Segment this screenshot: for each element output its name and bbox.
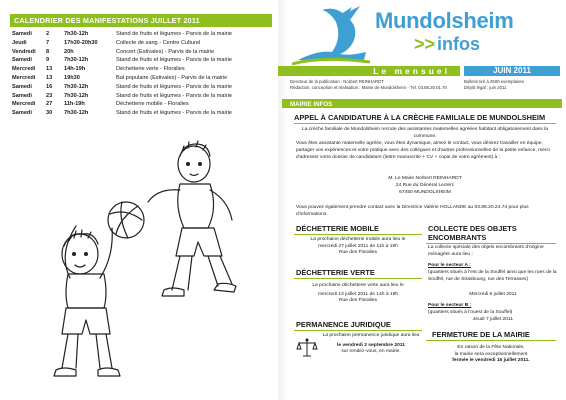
calendar-day: Mercredi xyxy=(12,74,36,81)
calendar-row xyxy=(12,56,274,65)
collecte-title-line-2: ENCOMBRANTS xyxy=(428,233,487,242)
calendar-title: CALENDRIER DES MANIFESTATIONS JUILLET 2011 xyxy=(14,16,200,25)
dechetterie-verte-text xyxy=(294,283,422,305)
appel-paragraph-4: Vous pouvez également prendre contact avec la Directrice Valérie HOLLANDE au 03.88.20.24.74 pour plus d'informations. xyxy=(296,205,529,217)
calendar-day: Vendredi xyxy=(12,48,36,55)
calendar-time: 17h30-20h30 xyxy=(64,39,98,46)
calendar-header xyxy=(10,14,272,27)
permanence-text xyxy=(318,333,424,356)
calendar-date: 16 xyxy=(46,83,53,90)
calendar-day: Samedi xyxy=(12,31,32,37)
appel-address xyxy=(296,176,554,196)
collecte-underline xyxy=(426,243,556,244)
permanence-underline xyxy=(294,330,422,331)
fermeture-line-1: En raison de la Fête Nationale, xyxy=(457,345,525,350)
scales-of-justice-icon xyxy=(296,337,318,359)
calendar-row xyxy=(12,109,274,118)
fermeture-title: FERMETURE DE LA MAIRIE xyxy=(432,330,530,339)
dechetterie-mobile-line-2: mercredi 27 juillet 2011 de 11h à 19h xyxy=(318,243,398,249)
calendar-time: 14h-19h xyxy=(64,66,86,73)
fermeture-line-3: fermée le vendredi 15 juillet 2011. xyxy=(452,358,530,364)
collecte-title-line-1: COLLECTE DES OBJETS xyxy=(428,224,517,233)
calendar-day: Mercredi xyxy=(12,66,36,73)
permanence-line-2: le vendredi 2 septembre 2011 xyxy=(337,342,405,348)
calendar-row xyxy=(12,92,274,101)
calendar-date: 2 xyxy=(46,31,50,37)
volleyball-drawing xyxy=(108,202,144,238)
masthead-title: Mundolsheim xyxy=(375,8,514,33)
credits-line-2: Rédaction, conception et réalisation : Mairie de Mundolsheim - Tél. 03.88.20.01.70 xyxy=(290,84,447,90)
calendar-event: Stand de fruits et légumes - Parvis de la mairie xyxy=(116,83,232,90)
fermeture-text xyxy=(426,345,556,365)
calendar-date: 13 xyxy=(46,74,53,81)
calendar-date: 30 xyxy=(46,110,53,117)
collecte-intro: La collecte spéciale des objets encombrants d'origine ménagère aura lieu : xyxy=(428,245,544,257)
appel-underline xyxy=(294,123,556,124)
dechetterie-verte-underline xyxy=(294,278,422,279)
fermeture-underline xyxy=(426,340,556,341)
calendar-day: Jeudi xyxy=(12,39,27,46)
children-ball-illustration xyxy=(8,134,272,396)
calendar-event: Concert (Estivales) - Parvis de la mairie xyxy=(116,48,215,55)
appel-address-line-1: M. Le Maire Norbert REINHARDT xyxy=(388,176,462,181)
masthead-arrows: >> xyxy=(414,34,436,54)
calendar-day: Samedi xyxy=(12,83,32,90)
mensuel-bar xyxy=(278,66,460,76)
calendar-row xyxy=(12,65,274,74)
appel-paragraph-1: La crèche familiale de Mundolsheim recrute des assistantes maternelles agréées habitant obligatoirement dans la commune. xyxy=(301,127,549,139)
calendar-date: 13 xyxy=(46,66,53,73)
masthead-infos: infos xyxy=(437,34,481,54)
calendar-row xyxy=(12,100,274,109)
appel-paragraph-2: Vous êtes assistante maternelle agréée, vous êtes dynamique, aimez le contact, vous désirez travailler en équipe, partager vos expériences et votre pratique avec des collègues et d'autres professionnelles de la petite enfance, merci d'adresser votre dossier de candidature (lettre manuscrite + CV + copie de votre agrément) à : xyxy=(296,141,551,160)
appel-title: APPEL À CANDIDATURE À LA CRÈCHE FAMILIALE DE MUNDOLSHEIM xyxy=(294,113,546,122)
dechetterie-mobile-underline xyxy=(294,234,422,235)
calendar-event: Collecte de sang - Centre Culturel xyxy=(116,39,201,46)
calendar-time: 7h30-12h xyxy=(64,110,89,117)
calendar-event: Stand de fruits et légumes - Parvis de la mairie xyxy=(116,31,232,37)
bulletin-info xyxy=(464,79,560,90)
permanence-title: PERMANENCE JURIDIQUE xyxy=(296,320,391,329)
dechetterie-mobile-line-3: Rue des Floralies xyxy=(338,250,378,256)
calendar-time: 20h xyxy=(64,48,74,55)
dechetterie-verte-line-2: mercredi 13 juillet 2011 de 14h à 19h xyxy=(317,291,399,297)
dechetterie-mobile-line-1: La prochaine déchetterie mobile aura lieu le xyxy=(310,237,406,242)
fermeture-line-2: la mairie sera exceptionnellement xyxy=(454,351,528,357)
dechetterie-verte-line-1: La prochaine déchetterie verte aura lieu le xyxy=(312,283,404,288)
calendar-row xyxy=(12,83,274,92)
calendar-row xyxy=(12,74,274,83)
secteur-a-text: (quartiers situés à l'est de la Souffel ainsi que les rues de la Souffel, rue de Strasbourg, rue des Terrasses) xyxy=(428,270,557,282)
calendar-event: Déchetterie mobile - Floralies xyxy=(116,101,189,108)
calendar-event: Déchetterie verte - Floralies xyxy=(116,66,185,73)
secteur-a-date: Mercredi 6 juillet 2011 xyxy=(469,292,517,297)
issue-box xyxy=(464,66,560,76)
permanence-line-3: sur rendez-vous, en mairie. xyxy=(341,349,401,355)
calendar-row xyxy=(12,48,274,57)
left-child-drawing xyxy=(54,226,120,376)
secteur-b-date: Jeudi 7 juillet 2011 xyxy=(472,317,514,322)
dechetterie-mobile-title: DÉCHETTERIE MOBILE xyxy=(296,224,379,233)
calendar-day: Samedi xyxy=(12,57,32,64)
calendar-time: 19h30 xyxy=(64,74,80,81)
calendar-event: Stand de fruits et légumes - Parvis de la mairie xyxy=(116,57,232,64)
credits-line-1: Directeur de la publication : Norbert REINHARDT xyxy=(290,79,384,84)
mairie-infos-label: MAIRIE INFOS xyxy=(290,100,333,108)
secteur-b-label: Pour le secteur B : xyxy=(428,303,472,308)
masthead-subtitle xyxy=(414,34,480,55)
page-fold xyxy=(278,0,288,400)
mairie-infos-bar xyxy=(282,99,562,108)
secteur-a-label: Pour le secteur A : xyxy=(428,263,471,268)
calendar-time: 11h-19h xyxy=(64,101,85,108)
right-child-drawing xyxy=(148,141,236,296)
permanence-line-1: La prochaine permanence juridique aura lieu xyxy=(322,333,420,338)
calendar-date: 8 xyxy=(46,48,50,55)
calendar-time: 7h30-12h xyxy=(64,31,89,37)
dechetterie-mobile-text xyxy=(294,237,422,257)
calendar-event: Stand de fruits et légumes - Parvis de la mairie xyxy=(116,92,232,99)
dechetterie-verte-title: DÉCHETTERIE VERTE xyxy=(296,268,375,277)
calendar-day: Samedi xyxy=(12,110,32,117)
calendar-event: Stand de fruits et légumes - Parvis de la mairie xyxy=(116,110,232,117)
calendar-table xyxy=(12,30,274,118)
calendar-time: 7h30-12h xyxy=(64,57,89,64)
bulletin-line-2: Dépôt légal : juin 2011 xyxy=(464,84,507,90)
calendar-day: Samedi xyxy=(12,92,32,99)
secteur-b-text: (quartiers situés à l'ouest de la Souffel) xyxy=(428,310,513,315)
calendar-date: 9 xyxy=(46,57,50,64)
issue-label: JUIN 2011 xyxy=(493,66,531,75)
calendar-row xyxy=(12,39,274,48)
bulletin-line-1: Bulletin tiré à 2500 exemplaires xyxy=(464,79,524,84)
calendar-date: 23 xyxy=(46,92,53,99)
dechetterie-verte-line-3: Rue des Floralies xyxy=(338,298,378,304)
calendar-event: Bal populaire (Estivales) - Parvis de la mairie xyxy=(116,74,228,81)
credits xyxy=(290,79,465,90)
appel-address-line-3: 67450 MUNDOLSHEIM xyxy=(399,189,451,195)
calendar-date: 27 xyxy=(46,101,53,108)
appel-address-line-2: 24 Rue du Général Leclerc xyxy=(395,182,455,188)
calendar-date: 7 xyxy=(46,39,50,46)
calendar-day: Mercredi xyxy=(12,101,36,108)
calendar-time: 7h30-12h xyxy=(64,83,89,90)
unicorn-logo-icon xyxy=(292,6,370,66)
calendar-time: 7h30-12h xyxy=(64,92,89,99)
calendar-row xyxy=(12,30,274,39)
mensuel-label: Le mensuel xyxy=(373,66,450,76)
